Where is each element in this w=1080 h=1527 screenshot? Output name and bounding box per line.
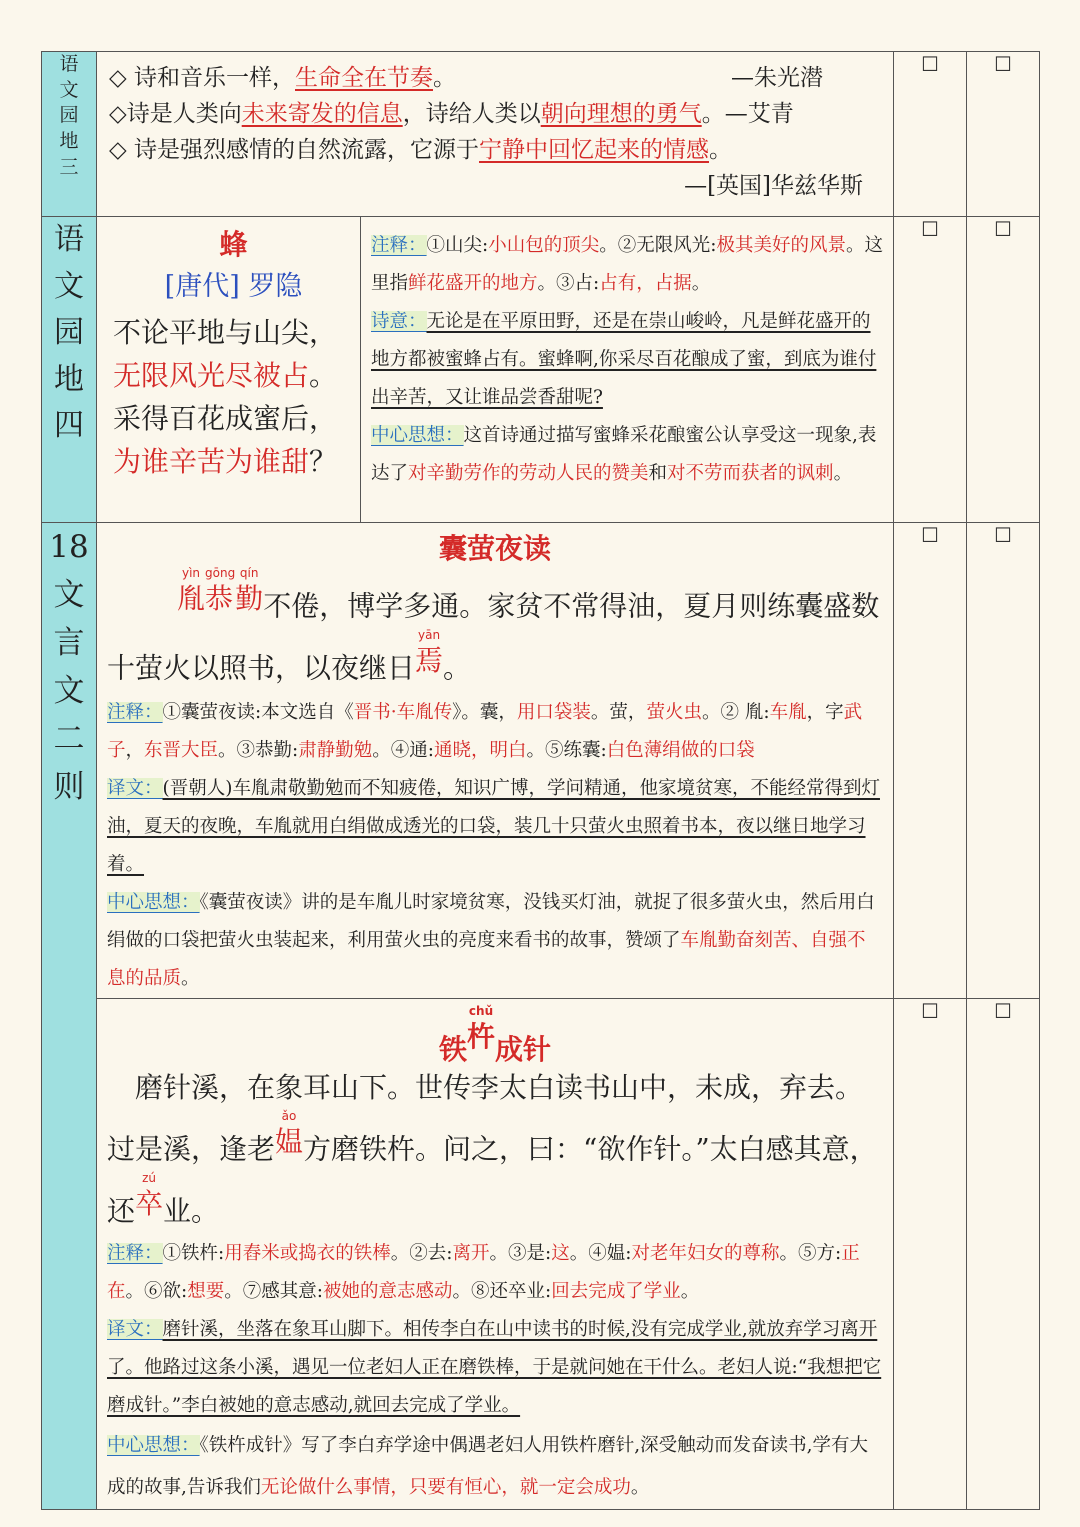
text-tiechu-chengzhen xyxy=(97,999,894,1510)
poem-cell xyxy=(97,217,361,523)
row-yuwen-yuandi-3 xyxy=(42,52,1040,217)
checkbox[interactable]: ☐ xyxy=(967,217,1040,523)
row-yuwen-yuandi-4 xyxy=(42,217,1040,523)
quote-author: —[英国]华兹华斯 xyxy=(684,173,864,199)
quotes-cell xyxy=(97,52,894,217)
text-body: yìn 胤 gōng 恭 qín 勤 不倦，博学多通。家贫不常得油，夏月则练囊盛数十萤火以照书，以夜继日 yān 焉 。 xyxy=(107,566,880,685)
poem-author: [唐代] 罗隐 xyxy=(164,271,303,302)
checkbox[interactable]: ☐ xyxy=(894,52,967,217)
note: 注释：①铁杵:用舂米或捣衣的铁棒。②去:离开。③是:这。④媪:对老年妇女的尊称。⑤方:正在。⑥欲:想要。⑦感其意:被她的意志感动。⑧还卒业:回去完成了学业。 xyxy=(107,1243,860,1303)
theme: 中心思想：《囊萤夜读》讲的是车胤儿时家境贫寒，没钱买灯油，就捉了很多萤火虫，然后用白绢做的口袋把萤火虫装起来，利用萤火虫的亮度来看书的故事，赞颂了车胤勤奋刻苦、自强不息的品质。 xyxy=(107,892,875,990)
text-title: 囊萤夜读 xyxy=(439,532,552,565)
row-wenyanwen-b xyxy=(42,999,1040,1510)
quote-2: ◇诗是人类向未来寄发的信息，诗给人类以朝向理想的勇气。—艾青 xyxy=(109,101,794,127)
section-char: 地 xyxy=(59,129,79,152)
text-body: 磨针溪，在象耳山下。世传李太白读书山中，未成，弃去。过是溪，逢老 ǎo 媪 方磨铁杵。问之，曰：“欲作针。”太白感其意，还 zú 卒 业。 xyxy=(107,1070,878,1228)
checkbox[interactable]: ☐ xyxy=(967,523,1040,999)
checkbox[interactable]: ☐ xyxy=(967,999,1040,1510)
checkbox[interactable]: ☐ xyxy=(894,523,967,999)
quote-3: ◇ 诗是强烈感情的自然流露，它源于宁静中回忆起来的情感。 xyxy=(109,137,732,163)
checkbox[interactable]: ☐ xyxy=(967,52,1040,217)
poem-notes xyxy=(361,217,894,523)
checkbox[interactable]: ☐ xyxy=(894,217,967,523)
quote-author: —朱光潜 xyxy=(731,65,824,91)
section-label: 18 文 言 文 二 则 xyxy=(42,523,97,1510)
section-char: 语 xyxy=(59,53,79,75)
theme: 中心思想：这首诗通过描写蜜蜂采花酿蜜公认享受这一现象,表达了对辛勤劳作的劳动人民的赞美和对不劳而获者的讽刺。 xyxy=(371,425,877,484)
checkbox[interactable]: ☐ xyxy=(894,999,967,1510)
review-table xyxy=(41,51,1040,1510)
section-char: 园 xyxy=(59,104,79,127)
section-char: 三 xyxy=(59,155,79,178)
translation: 译文：(晋朝人)车胤肃敬勤勉而不知疲倦，知识广博，学问精通，他家境贫寒，不能经常得到灯油，夏天的夜晚，车胤就用白绢做成透光的口袋，装几十只萤火虫照着书本，夜以继日地学习着。 xyxy=(107,778,880,876)
poem-body: 不论平地与山尖， 无限风光尽被占。 采得百花成蜜后， 为谁辛苦为谁甜？ xyxy=(113,316,338,478)
text-title: 铁 chǔ 杵 成针 xyxy=(438,1004,552,1066)
note: 注释：①囊萤夜读:本文选自《晋书·车胤传》。囊，用口袋装。萤，萤火虫。② 胤:车胤，字武子，东晋大臣。③恭勤:肃静勤勉。④通:通晓，明白。⑤练囊:白色薄绢做的口袋 xyxy=(107,702,863,762)
poem-title: 蜂 xyxy=(219,228,248,261)
translation: 译文：磨针溪，坐落在象耳山脚下。相传李白在山中读书的时候,没有完成学业,就放弃学习离开了。他路过这条小溪，遇见一位老妇人正在磨铁棒，于是就问她在干什么。老妇人说:“我想把它磨成针。”李白被她的意志感动,就回去完成了学业。 xyxy=(107,1319,882,1417)
section-char: 文 xyxy=(59,78,79,101)
section-label: 语 文 园 地 四 xyxy=(42,217,97,523)
meaning: 诗意：无论是在平原田野，还是在崇山峻岭，凡是鲜花盛开的地方都被蜜蜂占有。蜜蜂啊,你采尽百花酿成了蜜，到底为谁付出辛苦，又让谁品尝香甜呢? xyxy=(371,311,877,408)
quote-1: ◇ 诗和音乐一样，生命全在节奏。 —朱光潜 xyxy=(109,60,883,96)
section-label xyxy=(42,52,97,217)
theme: 中心思想：《铁杵成针》写了李白弃学途中偶遇老妇人用铁杵磨针,深受触动而发奋读书,学有大成的故事,告诉我们无论做什么事情，只要有恒心，就一定会成功。 xyxy=(107,1435,869,1499)
text-nangying-yedu xyxy=(97,523,894,999)
note: 注释：①山尖:小山包的顶尖。②无限风光:极其美好的风景。这里指鲜花盛开的地方。③占:占有，占据。 xyxy=(371,235,884,294)
row-wenyanwen-a xyxy=(42,523,1040,999)
